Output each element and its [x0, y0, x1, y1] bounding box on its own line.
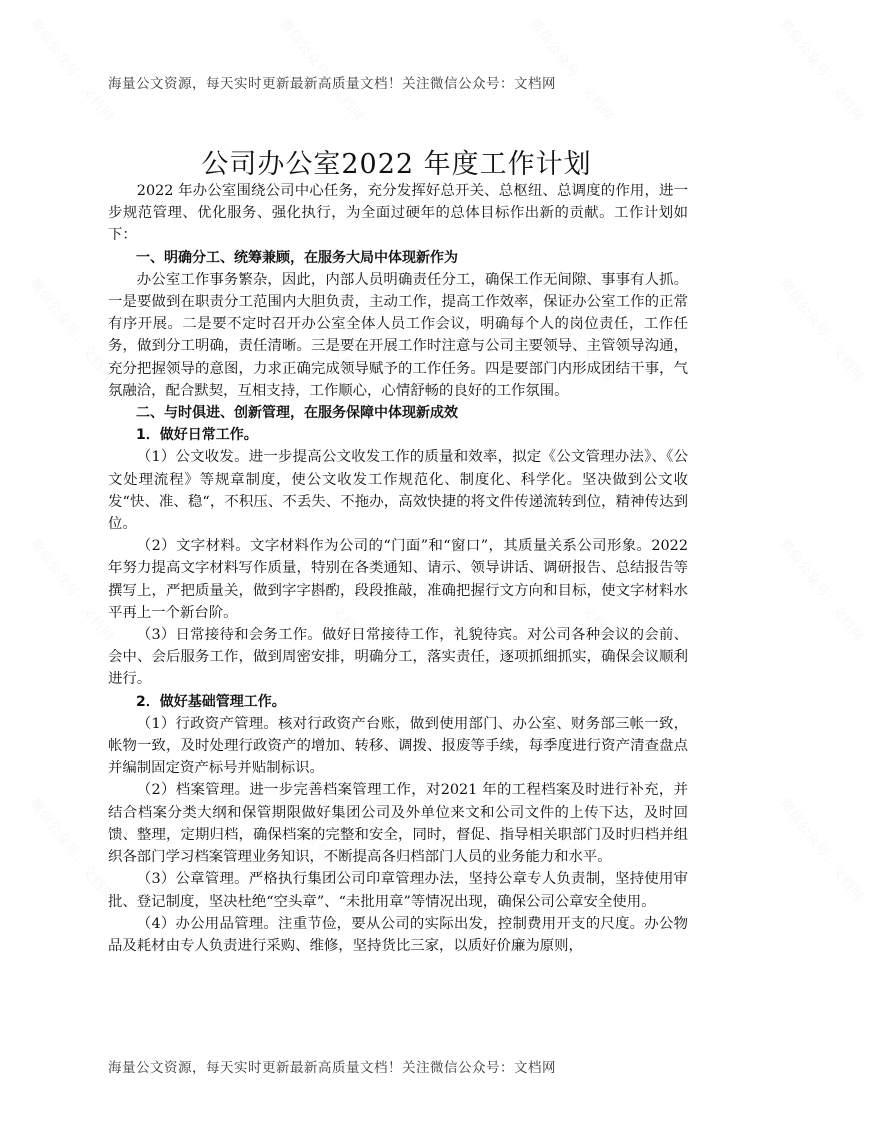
subsection-heading-2: 2．做好基础管理工作。 [136, 693, 286, 710]
item-written-materials: （2）文字材料。文字材料作为公司的“门面”和“窗口”，其质量关系公司形象。2022 年努力提高文字材料写作质量，特别在各类通知、请示、领导讲话、调研报告、总结报告等撰写上，严把质量关，做到字字斟酌，段段推敲，准确把握行文方向和目标，使文字材料水平再上一个新台阶。 [108, 538, 688, 621]
footer-note: 海量公文资源，每天实时更新最新高质量文档！关注微信公众号：文档网 [108, 1060, 556, 1076]
intro-paragraph: 2022 年办公室围绕公司中心任务，充分发挥好总开关、总枢纽、总调度的作用，进一步规范管理、优化服务、强化执行，为全面过硬年的总体目标作出新的贡献。工作计划如下： [108, 183, 688, 244]
header-note: 海量公文资源，每天实时更新最新高质量文档！关注微信公众号：文档网 [108, 76, 556, 92]
watermark-text: 微信公众号：文档网 [526, 16, 617, 125]
section-heading-1: 一、明确分工、统筹兼顾，在服务大局中体现新作为 [136, 249, 458, 266]
watermark-text: 微信公众号：文档网 [276, 16, 367, 125]
watermark-text: 微信公众号：文档网 [776, 276, 867, 385]
item-office-supplies: （4）办公用品管理。注重节俭，要从公司的实际出发，控制费用开支的尺度。办公物品及耗材由专人负责进行采购、维修，坚持货比三家，以质好价廉为原则， [108, 915, 688, 954]
document-title: 公司办公室2022 年度工作计划 [201, 149, 592, 180]
watermark-text: 微信公众号：文档网 [776, 796, 867, 905]
document-body [108, 180, 688, 957]
section-heading-2: 二、与时俱进、创新管理，在服务保障中体现新成效 [136, 405, 458, 422]
item-reception-meetings: （3）日常接待和会务工作。做好日常接待工作，礼貌待宾。对公司各种会议的会前、会中、会后服务工作，做到周密安排，明确分工，落实责任，逐项抓细抓实，确保会议顺利进行。 [108, 627, 688, 688]
watermark-text: 微信公众号：文档网 [526, 276, 617, 385]
item-archive-management: （2）档案管理。进一步完善档案管理工作，对2021 年的工程档案及时进行补充，并结合档案分类大纲和保管期限做好集团公司及外单位来文和公司文件的上传下达，及时回馈、整理，定期归档，确保档案的完整和安全，同时，督促、指导相关职部门及时归档并组织各部门学习档案管理业务知识，不断提高各归档部门人员的业务能力和水平。 [108, 782, 688, 866]
watermark-text: 微信公众号：文档网 [26, 796, 117, 905]
watermark-text: 微信公众号：文档网 [26, 276, 117, 385]
watermark-text: 微信公众号：文档网 [526, 536, 617, 645]
item-asset-management: （1）行政资产管理。核对行政资产台账，做到使用部门、办公室、财务部三帐一致，帐物一致，及时处理行政资产的增加、转移、调拨、报废等手续，每季度进行资产清查盘点并编制固定资产标号并贴制标识。 [108, 715, 688, 777]
watermark-text: 微信公众号：文档网 [276, 796, 367, 905]
watermark-text: 微信公众号：文档网 [526, 796, 617, 905]
section-1-paragraph: 办公室工作事务繁杂，因此，内部人员明确责任分工，确保工作无间隙、事事有人抓。一是要做到在职责分工范围内大胆负责，主动工作，提高工作效率，保证办公室工作的正常有序开展。二是要不定时召开办公室全体人员工作会议，明确每个人的岗位责任，工作任务，做到分工明确，责任清晰。三是要在开展工作时注意与公司主要领导、主管领导沟通，充分把握领导的意图，力求正确完成领导赋予的工作任务。四是要部门内形成团结干事，气氛融洽，配合默契，互相支持，工作顺心，心情舒畅的良好的工作氛围。 [108, 271, 688, 399]
item-document-handling: （1）公文收发。进一步提高公文收发工作的质量和效率，拟定《公文管理办法》、《公文处理流程》等规章制度，使公文收发工作规范化、制度化、科学化。坚决做到公文收发“快、准、稳“，不积压、不丢失、不拖办，高效快捷的将文件传递流转到位，精神传达到位。 [108, 449, 688, 533]
item-seal-management: （3）公章管理。严格执行集团公司印章管理办法，坚持公章专人负责制，坚持使用审批、登记制度，坚决杜绝“空头章”、“未批用章”等情况出现，确保公司公章安全使用。 [108, 871, 688, 910]
watermark-text: 微信公众号：文档网 [276, 276, 367, 385]
watermark-text: 微信公众号：文档网 [276, 536, 367, 645]
watermark-text: 微信公众号：文档网 [26, 16, 117, 125]
watermark-text: 微信公众号：文档网 [776, 16, 867, 125]
watermark-text: 微信公众号：文档网 [776, 536, 867, 645]
watermark-text: 微信公众号：文档网 [26, 536, 117, 645]
subsection-heading-1: 1．做好日常工作。 [136, 427, 258, 444]
